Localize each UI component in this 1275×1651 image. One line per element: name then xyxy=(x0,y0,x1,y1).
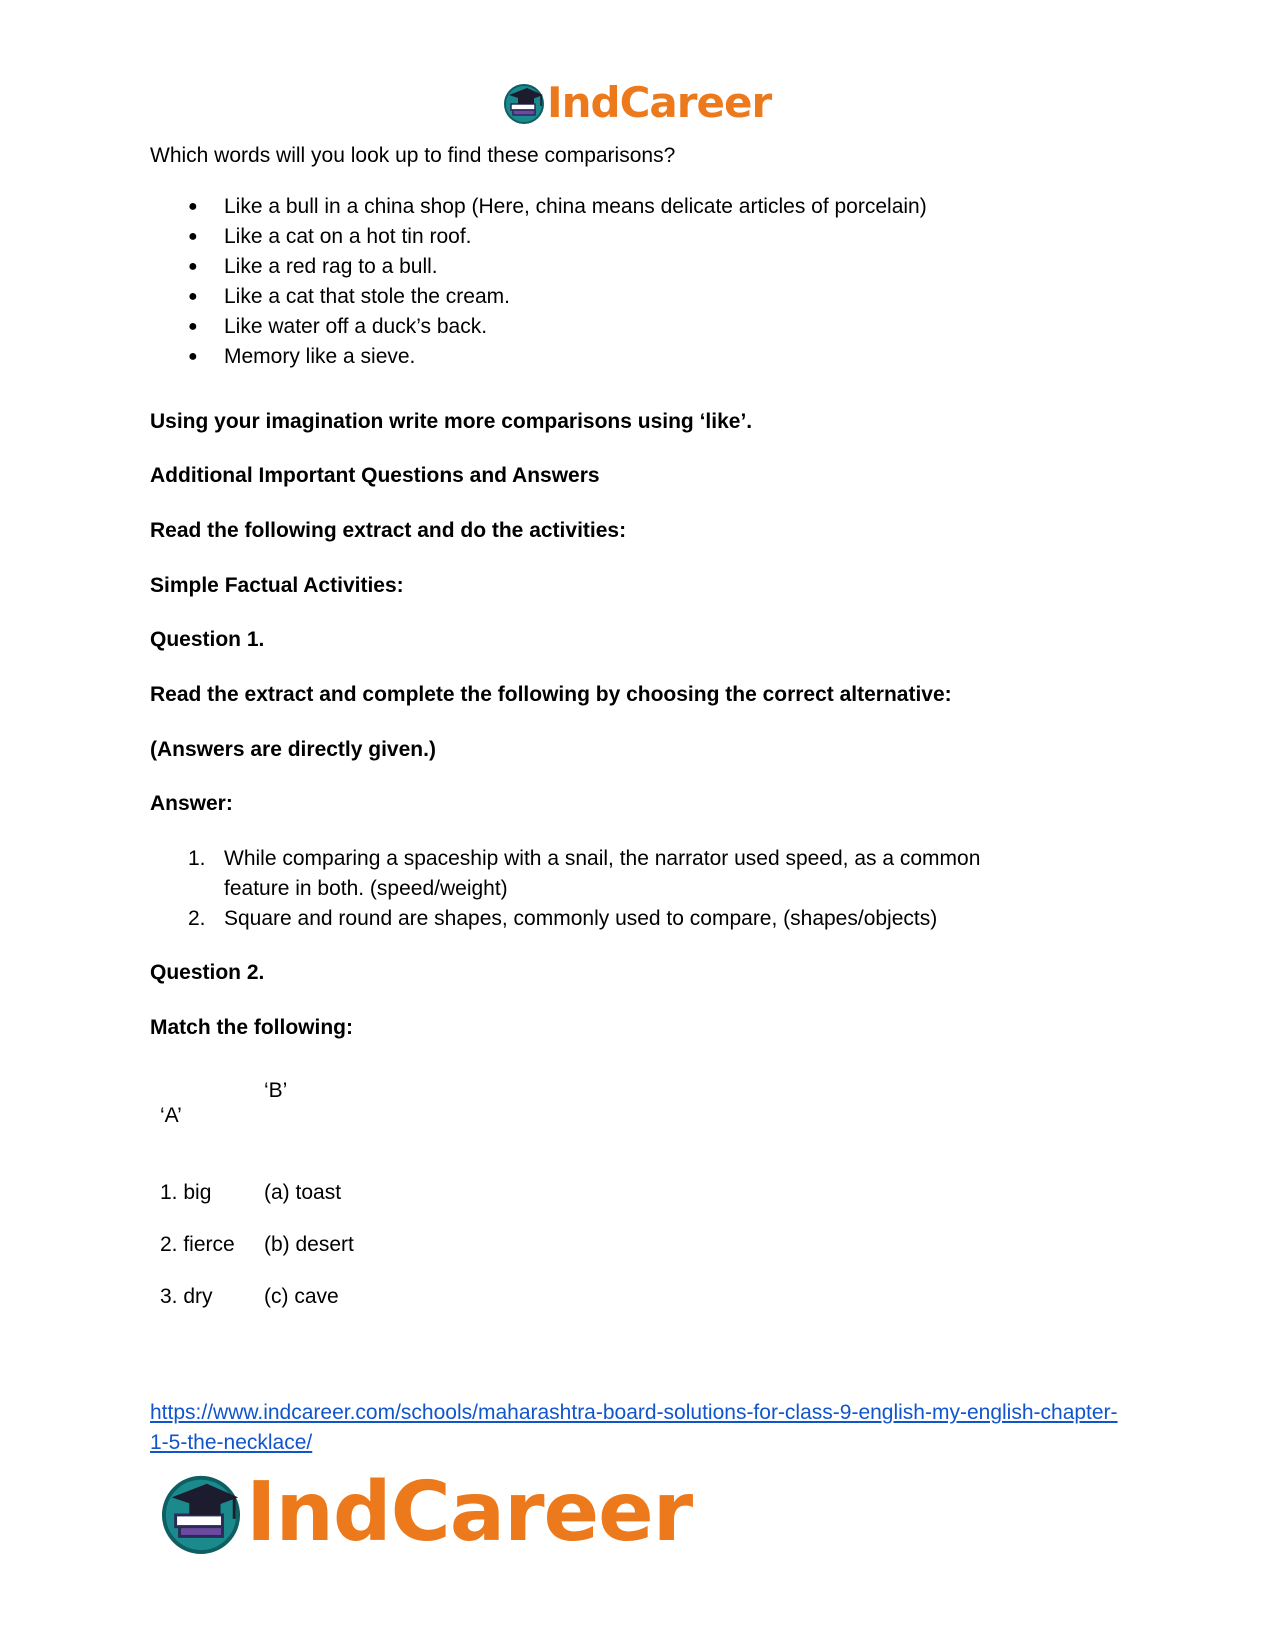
graduation-cap-book-globe-icon xyxy=(160,1472,242,1554)
brand-name: IndCareer xyxy=(547,78,772,127)
bullet-icon: ● xyxy=(188,228,198,245)
bullet-icon: ● xyxy=(188,318,198,335)
table-cell-b: (a) toast xyxy=(264,1181,342,1204)
comparison-list xyxy=(150,192,927,372)
answer-heading: Answer: xyxy=(150,792,233,815)
match-heading: Match the following: xyxy=(150,1016,353,1039)
column-a-header: ‘A’ xyxy=(160,1104,182,1127)
complete-instruction: Read the extract and complete the following by choosing the correct alternative: xyxy=(150,683,952,706)
table-cell-b: (b) desert xyxy=(264,1233,354,1256)
intro-question: Which words will you look up to find these comparisons? xyxy=(150,144,676,167)
bullet-icon: ● xyxy=(188,348,198,365)
list-item: ● Memory like a sieve. xyxy=(150,342,927,372)
list-item: ● Like a red rag to a bull. xyxy=(150,252,927,282)
header-logo xyxy=(503,78,771,128)
answers-given-note: (Answers are directly given.) xyxy=(150,738,436,761)
read-extract-heading: Read the following extract and do the activities: xyxy=(150,519,627,542)
bullet-icon: ● xyxy=(188,198,198,215)
question-1-heading: Question 1. xyxy=(150,628,265,651)
graduation-cap-book-globe-icon xyxy=(503,82,545,124)
table-cell-a: 3. dry xyxy=(160,1285,213,1308)
table-cell-a: 2. fierce xyxy=(160,1233,235,1256)
additional-heading: Additional Important Questions and Answers xyxy=(150,464,600,487)
list-item: ● Like a cat on a hot tin roof. xyxy=(150,222,927,252)
imagination-heading: Using your imagination write more comparisons using ‘like’. xyxy=(150,410,753,433)
answer-list xyxy=(150,844,980,934)
source-link[interactable]: https://www.indcareer.com/schools/maharashtra-board-solutions-for-class-9-english-my-english-chapter-1-5-the-necklace/ xyxy=(150,1401,1118,1454)
list-item: 1. While comparing a spaceship with a snail, the narrator used speed, as a common feature in both. (speed/weight) xyxy=(150,844,980,904)
question-2-heading: Question 2. xyxy=(150,961,265,984)
table-cell-b: (c) cave xyxy=(264,1285,339,1308)
list-item: ● Like a bull in a china shop (Here, china means delicate articles of porcelain) xyxy=(150,192,927,222)
bullet-icon: ● xyxy=(188,258,198,275)
brand-name: IndCareer xyxy=(246,1465,693,1560)
column-b-header: ‘B’ xyxy=(264,1079,288,1102)
simple-factual-heading: Simple Factual Activities: xyxy=(150,574,404,597)
list-number: 2. xyxy=(188,907,206,930)
list-item: ● Like water off a duck’s back. xyxy=(150,312,927,342)
list-item: 2. Square and round are shapes, commonly used to compare, (shapes/objects) xyxy=(150,904,980,934)
footer-logo xyxy=(160,1465,693,1560)
bullet-icon: ● xyxy=(188,288,198,305)
list-number: 1. xyxy=(188,847,206,870)
table-cell-a: 1. big xyxy=(160,1181,212,1204)
list-item: ● Like a cat that stole the cream. xyxy=(150,282,927,312)
